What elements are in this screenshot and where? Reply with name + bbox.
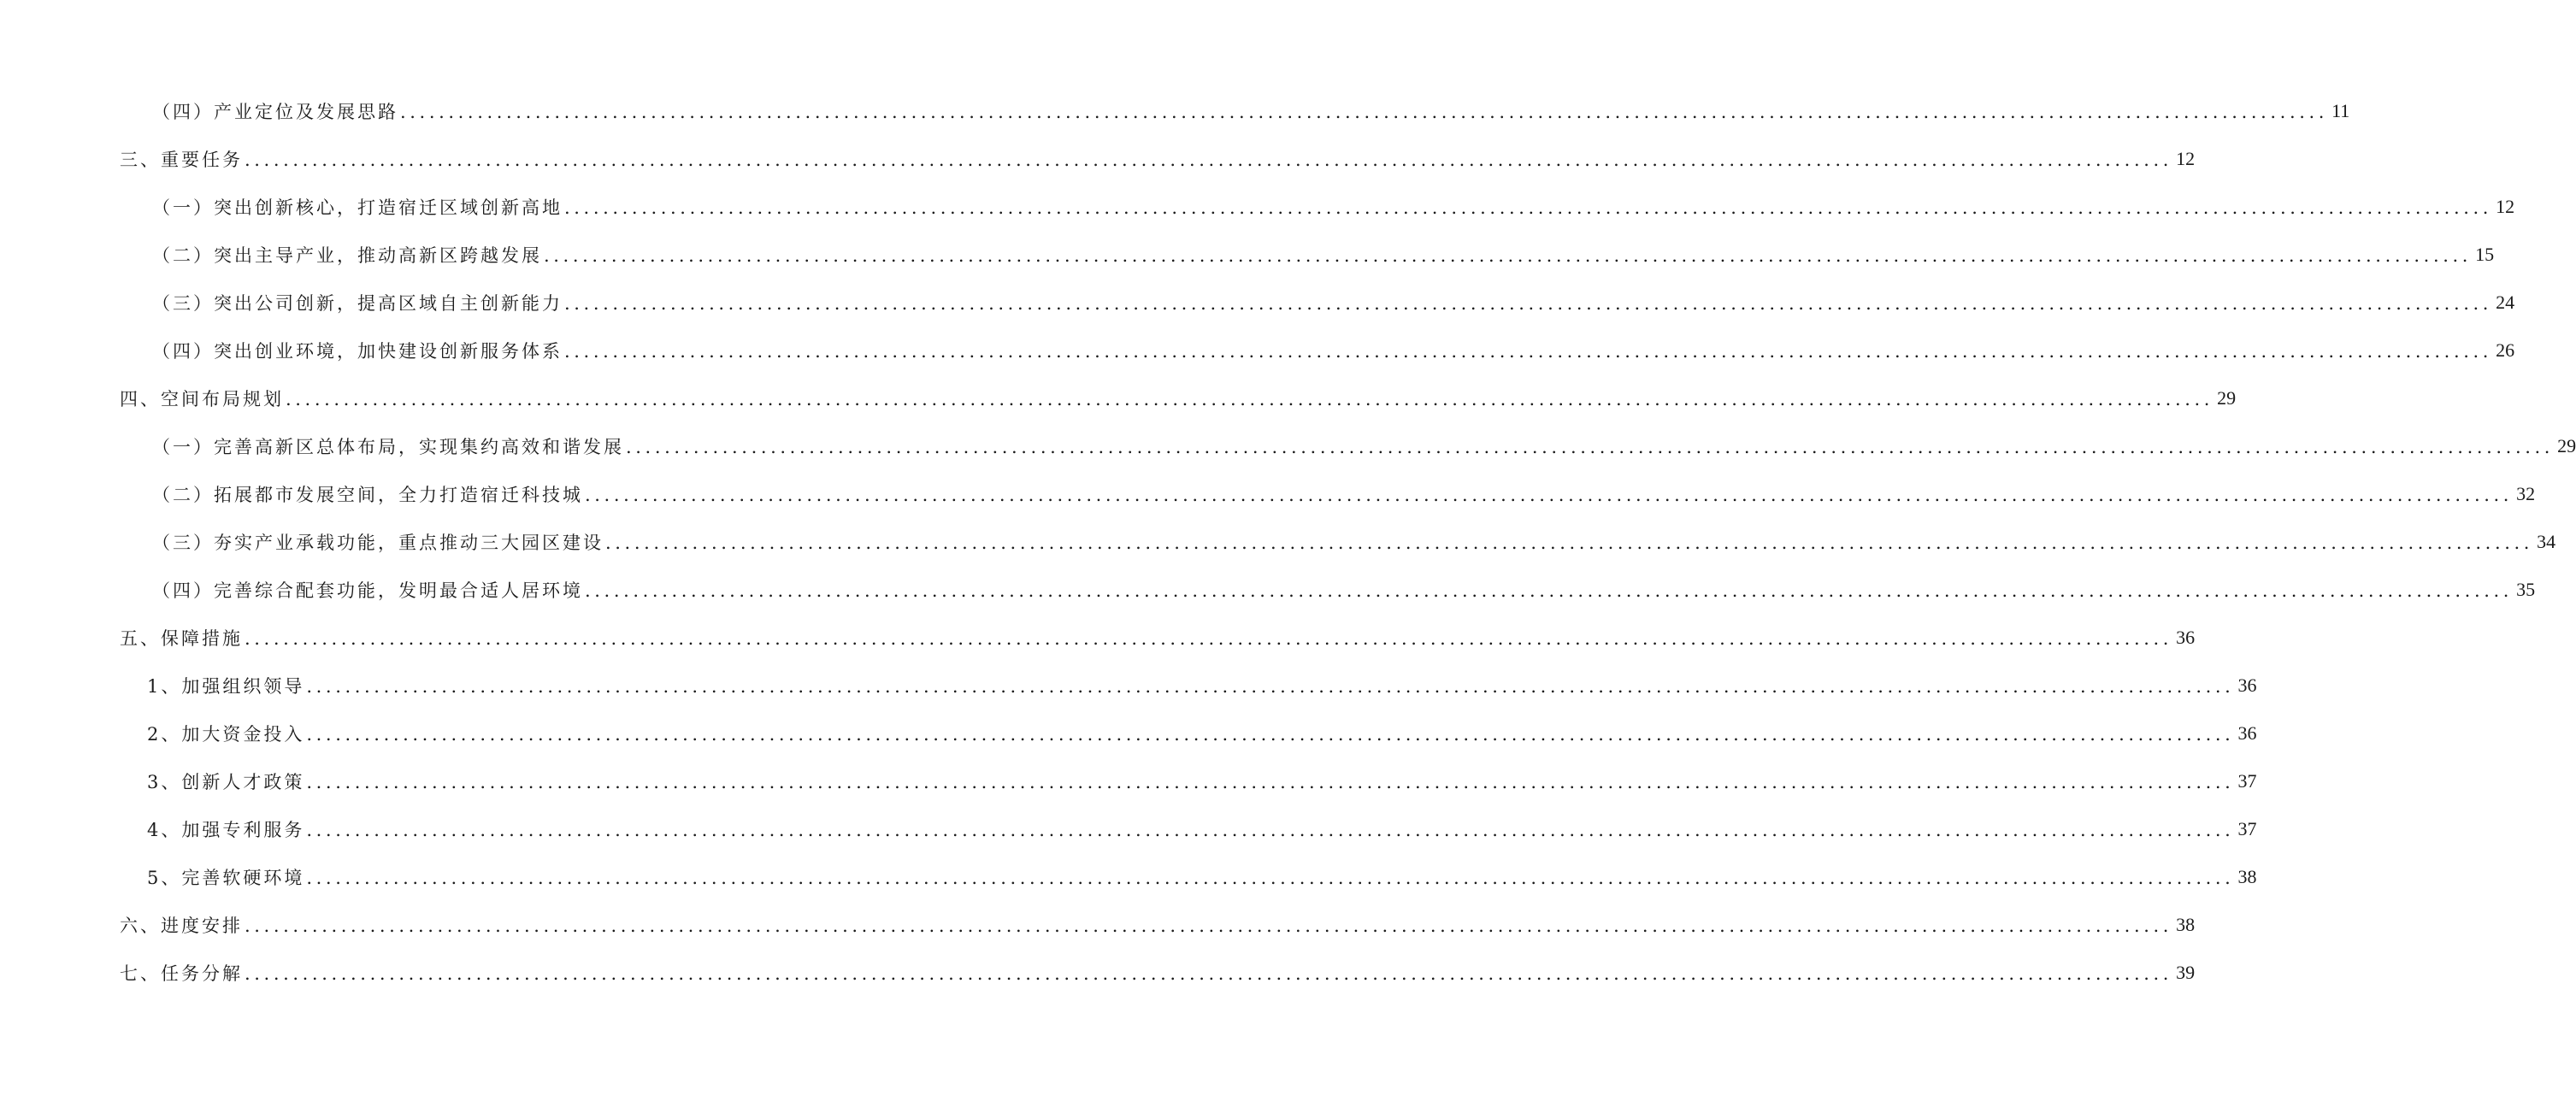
toc-entry-title: 5、完善软硬环境 [147,868,305,888]
toc-page-number: 37 [2237,818,2257,839]
toc-entry[interactable] [152,238,2495,272]
toc-entry-title: （二）突出主导产业，推动高新区跨越发展 [152,245,542,266]
toc-entry-title: （三）突出公司创新，提高区域自主创新能力 [152,293,563,314]
toc-dot-leader: ........................................................................................................................................................................................................ [306,724,2235,745]
toc-entry[interactable] [152,477,2536,511]
toc-page-number: 26 [2496,339,2515,361]
toc-page-number: 36 [2237,674,2257,696]
toc-entry-title: （四）产业定位及发展思路 [152,102,398,122]
toc-entry-title: （一）完善高新区总体布局，实现集约高效和谐发展 [152,437,624,457]
toc-entry[interactable] [152,333,2515,368]
toc-dot-leader: ........................................................................................................................................................................................................ [585,485,2514,505]
toc-page-number: 39 [2176,962,2196,983]
toc-page-number: 15 [2475,244,2495,265]
toc-entry-title: （二）拓展都市发展空间，全力打造宿迁科技城 [152,485,583,505]
toc-entry[interactable] [120,142,2196,176]
toc-dot-leader: ........................................................................................................................................................................................................ [306,676,2235,697]
toc-entry[interactable] [147,668,2257,703]
toc-entry[interactable] [120,908,2196,942]
toc-dot-leader: ........................................................................................................................................................................................................ [585,580,2514,601]
toc-entry[interactable] [152,573,2536,607]
toc-entry[interactable] [152,429,2576,463]
toc-page-number: 35 [2516,579,2536,600]
toc-entry[interactable] [147,860,2257,894]
toc-entry[interactable] [152,94,2350,128]
toc-page-number: 12 [2496,196,2515,217]
toc-dot-leader: ........................................................................................................................................................................................................ [400,102,2329,122]
toc-page-number: 29 [2217,387,2237,409]
toc-dot-leader: ........................................................................................................................................................................................................ [245,963,2173,984]
toc-entry-title: （四）突出创业环境，加快建设创新服务体系 [152,341,563,362]
toc-entry-title: 三、重要任务 [120,150,243,170]
toc-dot-leader: ........................................................................................................................................................................................................ [306,868,2235,888]
toc-dot-leader: ........................................................................................................................................................................................................ [605,533,2534,553]
toc-page-number: 38 [2176,914,2196,935]
toc-entry-title: （三）夯实产业承载功能，重点推动三大园区建设 [152,533,604,553]
toc-entry-title: 七、任务分解 [120,963,243,984]
toc-page-number: 24 [2496,292,2515,313]
toc-page-number: 11 [2331,100,2350,121]
toc-entry[interactable] [147,764,2257,798]
toc-entry-title: 3、创新人才政策 [147,772,305,792]
toc-entry[interactable] [120,956,2196,990]
toc-dot-leader: ........................................................................................................................................................................................................ [286,389,2214,409]
toc-entry[interactable] [147,716,2257,751]
toc-dot-leader: ........................................................................................................................................................................................................ [306,820,2235,840]
toc-entry-title: （四）完善综合配套功能，发明最合适人居环境 [152,580,583,601]
toc-page-number: 32 [2516,483,2536,504]
toc-entry[interactable] [147,812,2257,846]
toc-dot-leader: ........................................................................................................................................................................................................ [544,245,2473,266]
toc-entry-title: 4、加强专利服务 [147,820,305,840]
toc-entry[interactable] [152,525,2556,559]
toc-entry-title: 六、进度安排 [120,916,243,936]
toc-entry-title: 四、空间布局规划 [120,389,284,409]
toc-dot-leader: ........................................................................................................................................................................................................ [245,628,2173,649]
toc-page-number: 37 [2237,770,2257,792]
toc-page-number: 36 [2237,722,2257,744]
toc-dot-leader: ........................................................................................................................................................................................................ [245,150,2173,170]
toc-entry-title: （一）突出创新核心，打造宿迁区域创新高地 [152,197,563,218]
toc-entry[interactable] [152,286,2515,320]
toc-dot-leader: ........................................................................................................................................................................................................ [564,341,2493,362]
toc-entry[interactable] [152,190,2515,224]
toc-entry-title: 2、加大资金投入 [147,724,305,745]
toc-page-number: 38 [2237,866,2257,887]
toc-dot-leader: ........................................................................................................................................................................................................ [306,772,2235,792]
toc-entry-title: 五、保障措施 [120,628,243,649]
toc-entry-title: 1、加强组织领导 [147,676,305,697]
toc-dot-leader: ........................................................................................................................................................................................................ [626,437,2555,457]
toc-entry[interactable] [120,381,2237,415]
toc-page-number: 29 [2557,435,2576,456]
toc-dot-leader: ........................................................................................................................................................................................................ [564,197,2493,218]
toc-dot-leader: ........................................................................................................................................................................................................ [564,293,2493,314]
toc-dot-leader: ........................................................................................................................................................................................................ [245,916,2173,936]
toc-page-number: 36 [2176,627,2196,648]
toc-page-number: 12 [2176,148,2196,169]
toc-page-number: 34 [2537,531,2556,552]
toc-entry[interactable] [120,621,2196,655]
